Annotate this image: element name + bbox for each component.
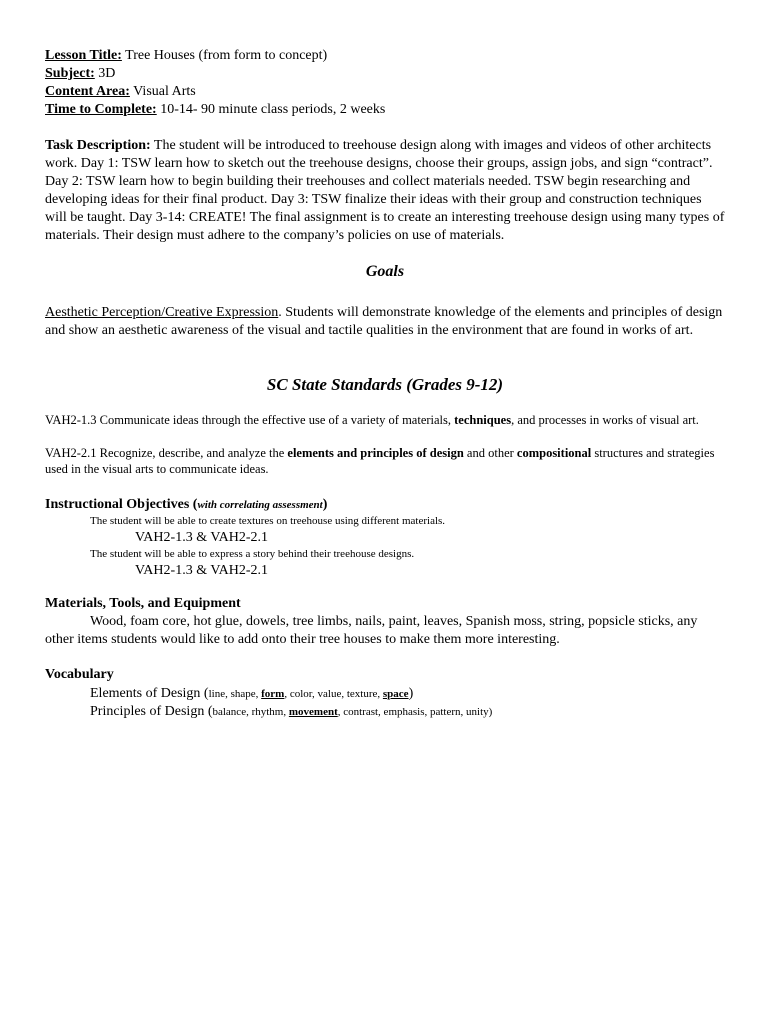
elements-of-design [45, 685, 725, 703]
principles-list-b: , contrast, emphasis, pattern, unity) [337, 706, 493, 718]
standard-2-mid: and other [463, 446, 517, 460]
task-description [45, 137, 725, 245]
objective-standards: VAH2-1.3 & VAH2-2.1 [135, 530, 269, 545]
elements-label: Elements of Design ( [90, 686, 209, 701]
content-area-line [45, 83, 725, 101]
lesson-title-value: Tree Houses (from form to concept) [121, 48, 328, 63]
standard-1 [45, 412, 725, 428]
standard-1-tail: , and processes in works of visual art. [511, 413, 699, 427]
standard-2-bold-2: compositional [516, 446, 592, 460]
time-line [45, 101, 725, 119]
content-area-value: Visual Arts [129, 84, 196, 99]
elements-close: ) [408, 686, 414, 701]
standard-2-bold-1: elements and principles of design [287, 446, 464, 460]
goals-title: Goals [365, 263, 405, 280]
elements-list-a: line, shape, [208, 688, 262, 700]
objectives-heading [45, 496, 725, 514]
materials-heading: Materials, Tools, and Equipment [45, 596, 241, 611]
subject-value: 3D [94, 66, 116, 81]
objective-standards: VAH2-1.3 & VAH2-2.1 [135, 563, 269, 578]
standard-1-text: VAH2-1.3 Communicate ideas through the effective use of a variety of materials, [45, 413, 455, 427]
standards-title: SC State Standards (Grades 9-12) [266, 375, 504, 394]
principles-label: Principles of Design ( [90, 704, 213, 719]
objectives-list [45, 514, 725, 580]
content-area-label: Content Area: [45, 84, 130, 99]
objectives-heading-close: ) [322, 497, 328, 512]
vocabulary-heading: Vocabulary [45, 667, 114, 682]
principles-movement: movement [288, 706, 338, 718]
objective-item: The student will be able to express a story behind their treehouse designs. [90, 548, 415, 560]
objectives-heading-text: Instructional Objectives ( [45, 497, 198, 512]
task-label: Task Description: [45, 138, 151, 153]
vocabulary-elements [45, 685, 725, 721]
task-text: The student will be introduced to treehouse design along with images and videos of other architects work. Day 1: TSW learn how to sketch out the treehouse designs, choose their groups, assign jobs, and sign “contract”. Day 2: TSW learn how to begin building their treehouses and collect materials needed. TSW begin researching and developing ideas for their final product. Day 3: TSW finalize their ideas with their group and construction techniques will be taught. Day 3-14: CREATE! The final assignment is to create an interesting treehouse design using many types of materials. Their design must adhere to the company’s policies on use of materials. [45, 138, 725, 243]
principles-of-design [45, 703, 725, 721]
time-value: 10-14- 90 minute class periods, 2 weeks [156, 102, 386, 117]
principles-list-a: balance, rhythm, [212, 706, 289, 718]
standard-1-bold: techniques [454, 413, 512, 427]
elements-list-b: , color, value, texture, [284, 688, 383, 700]
subject-line [45, 65, 725, 83]
elements-space: space [382, 688, 409, 700]
subject-label: Subject: [45, 66, 95, 81]
standard-2 [45, 445, 725, 477]
goals-label: Aesthetic Perception/Creative Expression [45, 305, 279, 320]
standard-2-tail: structures and strategies used in the visual arts to communicate ideas. [45, 446, 715, 476]
time-label: Time to Complete: [45, 102, 157, 117]
lesson-title-line [45, 47, 725, 65]
lesson-title-label: Lesson Title: [45, 48, 122, 63]
goals-body: . Students will demonstrate knowledge of the elements and principles of design and show an aesthetic awareness of the visual and tactile qualities in the environment that are found in works of art. [45, 305, 723, 338]
objective-item: The student will be able to create textures on treehouse using different materials. [90, 515, 446, 527]
standard-2-text: VAH2-2.1 Recognize, describe, and analyze the [45, 446, 288, 460]
objectives-heading-italic: with correlating assessment [197, 499, 323, 511]
goals-text [45, 304, 725, 340]
materials-text: Wood, foam core, hot glue, dowels, tree limbs, nails, paint, leaves, Spanish moss, string, popsicle sticks, any other items students would like to add onto their tree houses to make them more interesting. [45, 614, 698, 647]
lesson-header [45, 47, 725, 119]
elements-form: form [261, 688, 285, 700]
